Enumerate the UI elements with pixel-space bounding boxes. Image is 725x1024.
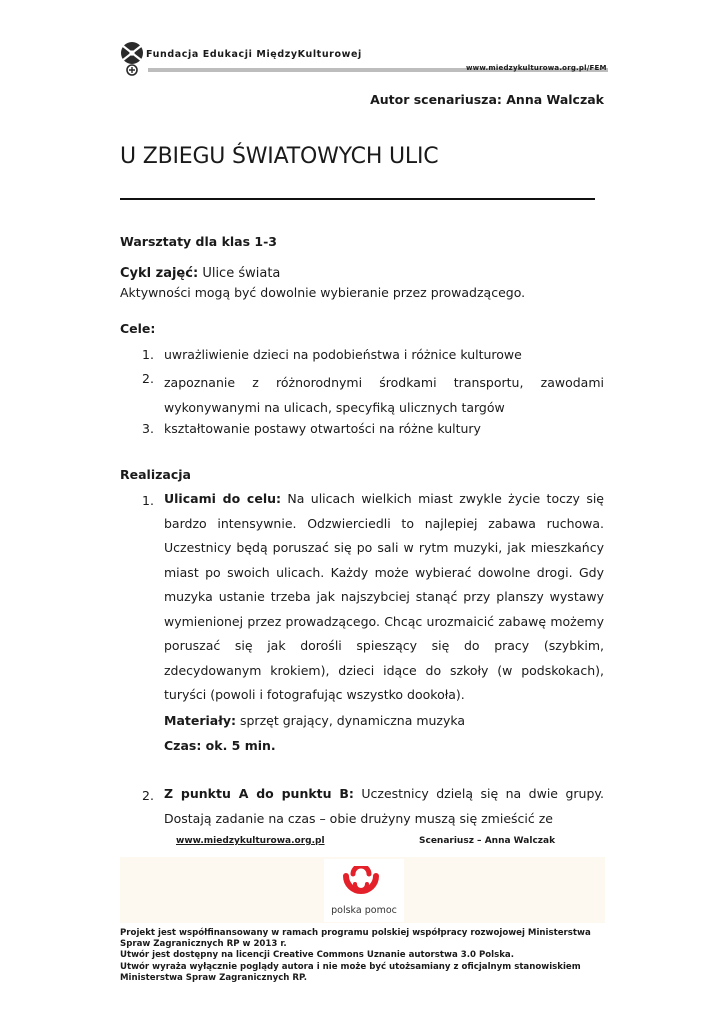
cycle-line: [120, 266, 280, 281]
polska-pomoc-logo-icon: [339, 866, 383, 902]
goal-number: 2.: [142, 371, 154, 386]
goal-text: zapoznanie z różnorodnymi środkami transportu, zawodami wykonywanymi na ulicach, specyfiką ulicznych targów: [164, 375, 604, 415]
materials-value: sprzęt grający, dynamiczna muzyka: [239, 713, 466, 728]
goal-number: 3.: [142, 421, 154, 436]
realization-number: 1.: [142, 493, 154, 508]
partner-logo-label: polska pomoc: [331, 905, 397, 916]
header-url-link[interactable]: www.miedzykulturowa.org.pl/FEM: [466, 64, 607, 72]
time-line: Czas: ok. 5 min.: [164, 738, 276, 753]
footer-author: Scenariusz – Anna Walczak: [419, 836, 556, 846]
realization-number: 2.: [142, 788, 154, 803]
footer-note: Projekt jest współfinansowany w ramach programu polskiej współpracy rozwojowej Ministerstwa Spraw Zagranicznych RP w 2013 r.: [120, 928, 591, 949]
realization-item-text: [164, 782, 604, 831]
realization-heading: Realizacja: [120, 467, 191, 482]
realization-item-body: Uczestnicy dzielą się na dwie grupy. Dostają zadanie na czas – obie drużyny muszą się zmieścić ze: [164, 786, 604, 826]
title-underline: [120, 198, 595, 200]
page-title: U ZBIEGU ŚWIATOWYCH ULIC: [120, 144, 439, 169]
materials-label: Materiały:: [164, 713, 236, 728]
realization-item-title: Ulicami do celu:: [164, 491, 281, 506]
cycle-value: Ulice świata: [202, 266, 281, 281]
materials-line: [164, 713, 465, 728]
goal-number: 1.: [142, 347, 154, 362]
realization-item-body: Na ulicach wielkich miast zwykle życie toczy się bardzo intensywnie. Odzwierciedli to najlepiej zabawa ruchowa. Uczestnicy będą poruszać się po sali w rytm muzyki, jak mieszkańcy miast po swoich ulicach. Każdy może wybierać dowolne drogi. Gdy muzyka ustanie trzeba jak najszybciej stanąć przy planszy wystawy wymienionej przez prowadzącego. Chcąc urozmaicić zabawę możemy poruszać się jak dorośli spieszący się do pracy (szybkim, zdecydowanym krokiem), dzieci idące do szkoły (w podskokach), turyści (powoli i fotografując wszystko dookoła).: [164, 491, 604, 702]
header-org-name: Fundacja Edukacji MiędzyKulturowej: [146, 49, 362, 60]
fem-logo-icon: [118, 40, 146, 78]
footer-url-link[interactable]: www.miedzykulturowa.org.pl: [176, 836, 325, 846]
realization-item-text: [164, 487, 604, 708]
goal-text: kształtowanie postawy otwartości na różne kultury: [164, 421, 481, 436]
workshop-heading: Warsztaty dla klas 1-3: [120, 234, 277, 249]
realization-item-title: Z punktu A do punktu B:: [164, 786, 354, 801]
footer-note: Utwór jest dostępny na licencji Creative Commons Uznanie autorstwa 3.0 Polska.: [120, 950, 514, 960]
goals-heading: Cele:: [120, 321, 156, 336]
scenario-author: Autor scenariusza: Anna Walczak: [370, 92, 604, 107]
goal-text: uwrażliwienie dzieci na podobieństwa i różnice kulturowe: [164, 347, 522, 362]
footer-note: Utwór wyraża wyłącznie poglądy autora i nie może być utożsamiany z oficjalnym stanowiskiem Ministerstwa Spraw Zagranicznych RP.: [120, 962, 581, 983]
cycle-note: Aktywności mogą być dowolnie wybieranie przez prowadzącego.: [120, 285, 526, 300]
cycle-label: Cykl zajęć:: [120, 266, 199, 281]
